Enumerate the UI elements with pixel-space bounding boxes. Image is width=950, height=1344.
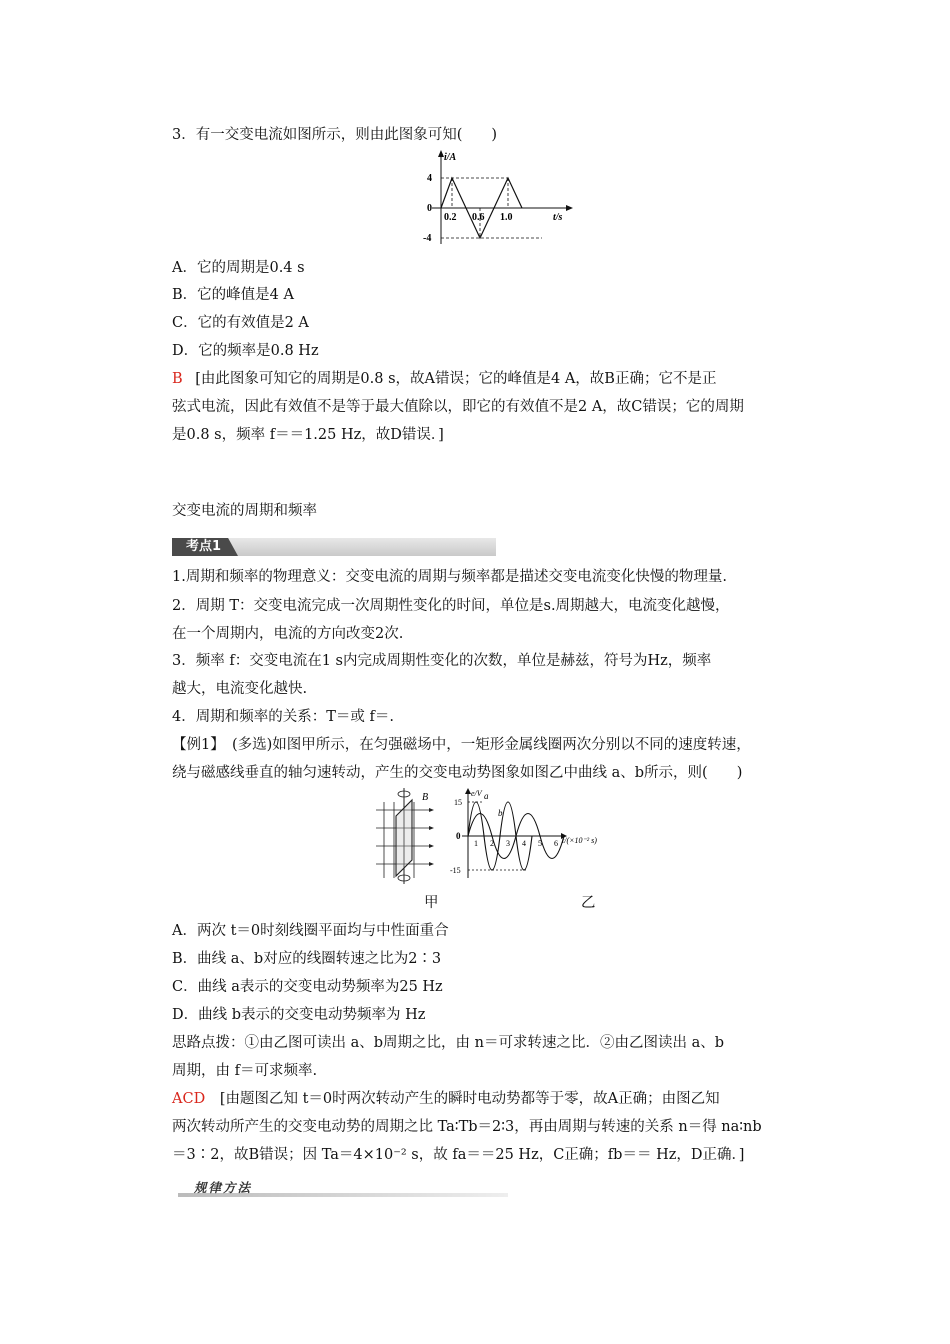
q3-explanation-text-1: [由此图象可知它的周期是0.8 s，故A错误；它的峰值是4 A，故B正确；它不是正 (195, 371, 717, 387)
example-explanation-text-1: [由题图乙知 t＝0时两次转动产生的瞬时电动势都等于零，故A正确；由图乙知 (219, 1091, 720, 1107)
curve-b-label: b (498, 808, 503, 818)
coil (396, 800, 412, 876)
q3-option-b: B．它的峰值是4 A (172, 287, 294, 303)
y-tick-4: 4 (427, 173, 432, 184)
q3-option-d: D．它的频率是0.8 Hz (172, 343, 319, 359)
example-explanation-line-3: ＝3∶2，故B错误；因 Ta＝4×10⁻² s，故 fa＝＝25 Hz，C正确；fb＝＝ Hz，D正确．] (172, 1147, 745, 1163)
e-axis-label: e/V (471, 789, 482, 798)
question-3-stem: 3．有一交变电流如图所示，则由此图象可知( ) (172, 127, 498, 143)
figure-caption-jia: 甲 (424, 895, 439, 911)
x-tick-1-0: 1.0 (500, 212, 513, 223)
x-axis-label: t/s (553, 212, 563, 223)
section-title: 交变电流的周期和频率 (172, 503, 317, 519)
x-tick-0-6: 0.6 (472, 212, 485, 223)
q3-option-a: A．它的周期是0.4 s (172, 260, 305, 276)
q3-option-c: C．它的有效值是2 A (172, 315, 309, 331)
x-tick-0-2: 0.2 (444, 212, 457, 223)
e-tick-neg15: -15 (450, 866, 461, 875)
q3-explanation-line-1 (172, 369, 716, 389)
point-4: 4．周期和频率的关系：T＝或 f＝. (172, 709, 394, 725)
origin-label: 0 (427, 203, 432, 214)
t-tick-5: 5 (538, 839, 542, 848)
point-3: 3．频率 f：交变电流在1 s内完成周期性变化的次数，单位是赫兹，符号为Hz，频率 (172, 653, 712, 669)
y-axis-label: i/A (444, 152, 457, 163)
example-option-b: B．曲线 a、b对应的线圈转速之比为2∶3 (172, 951, 442, 967)
t-axis-label: t/(×10⁻² s) (562, 836, 597, 845)
example-explanation-line-1 (172, 1089, 720, 1109)
x-axis-arrow (566, 205, 573, 211)
example-explanation-line-2: 两次转动所产生的交变电动势的周期之比 Ta∶Tb＝2∶3，再由周期与转速的关系 n＝得 na∶nb (172, 1119, 762, 1135)
point-1: 1.周期和频率的物理意义：交变电流的周期与频率都是描述交变电流变化快慢的物理量. (172, 569, 727, 585)
hint-line-2: 周期，由 f＝可求频率. (172, 1063, 318, 1079)
t-tick-6: 6 (554, 839, 558, 848)
method-label: 规律方法 (194, 1180, 253, 1195)
example-option-c: C．曲线 a表示的交变电动势频率为25 Hz (172, 979, 443, 995)
t-tick-1: 1 (474, 839, 478, 848)
current-waveform-chart (410, 148, 580, 248)
t-tick-2: 2 (490, 839, 494, 848)
e-tick-15: 15 (454, 798, 462, 807)
point-2-cont: 在一个周期内，电流的方向改变2次. (172, 626, 404, 642)
method-header (178, 1178, 508, 1198)
curve-a-label: a (484, 791, 489, 801)
t-tick-3: 3 (506, 839, 510, 848)
hint-line-1: 思路点拨：①由乙图可读出 a、b周期之比，由 n＝可求转速之比．②由乙图读出 a、b (172, 1035, 725, 1051)
t-tick-4: 4 (522, 839, 526, 848)
q3-explanation-line-2: 弦式电流，因此有效值不是等于最大值除以，即它的有效值不是2 A，故C错误；它的周期 (172, 399, 744, 415)
emf-waveform-chart (446, 786, 616, 880)
coil-diagram (372, 786, 438, 886)
point-2: 2．周期 T：交变电流完成一次周期性变化的时间，单位是s.周期越大，电流变化越慢， (172, 598, 730, 614)
point-3-cont: 越大，电流变化越快. (172, 681, 308, 697)
example-stem-2: 绕与磁感线垂直的轴匀速转动，产生的交变电动势图象如图乙中曲线 a、b所示，则( ) (172, 765, 743, 781)
q3-explanation-line-3: 是0.8 s，频率 f＝＝1.25 Hz，故D错误．] (172, 427, 444, 443)
field-label: B (422, 792, 429, 803)
example-option-a: A．两次 t＝0时刻线圈平面均与中性面重合 (172, 923, 449, 939)
figure-caption-yi: 乙 (581, 895, 596, 911)
e-origin: 0 (456, 831, 461, 841)
topic-badge (172, 538, 496, 556)
badge-label: 考点1 (186, 539, 222, 554)
example-answer-label: ACD (172, 1091, 206, 1107)
example-option-d: D．曲线 b表示的交变电动势频率为 Hz (172, 1007, 426, 1023)
y-tick-neg4: -4 (423, 233, 432, 244)
example-stem-1: 【例1】 (多选)如图甲所示，在匀强磁场中，一矩形金属线圈两次分别以不同的速度转速， (172, 737, 751, 753)
q3-answer-label: B (172, 371, 183, 387)
